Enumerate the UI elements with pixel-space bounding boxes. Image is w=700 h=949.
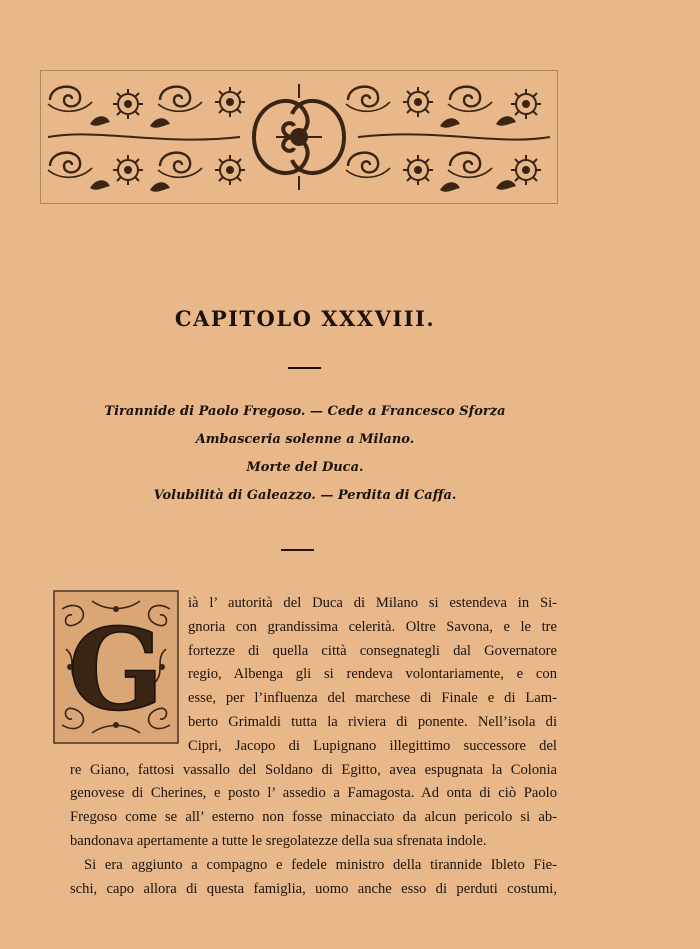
text-line: genovese di Cherines, e posto l’ assedio a Famagosta. Ad onta di ciò Paolo	[70, 785, 557, 802]
text-line: bandonava apertamente a tutte le sregolatezze della sua sfrenata indole.	[70, 832, 487, 849]
floral-scroll-ornament-icon	[40, 70, 558, 204]
summary-line: Morte del Duca.	[246, 460, 364, 475]
text-line: ià l’ autorità del Duca di Milano si estendeva in Si-	[188, 595, 557, 611]
text-line: Cipri, Jacopo di Lupignano illegittimo successore del	[188, 737, 557, 754]
summary-line: Ambasceria solenne a Milano.	[195, 432, 415, 447]
text-line: Si era aggiunto a compagno e fedele ministro della tirannide Ibleto Fie-	[84, 856, 557, 873]
title-divider	[288, 367, 321, 369]
chapter-summary	[60, 398, 550, 510]
chapter-title: CAPITOLO XXXVIII.	[174, 306, 436, 331]
body-text	[70, 592, 557, 901]
text-line: Fregoso come se all’ esterno non fosse minacciato da alcun pericolo si ab-	[70, 809, 557, 826]
summary-line: Volubilità di Galeazzo. — Perdita di Caffa.	[153, 488, 457, 503]
summary-divider	[281, 549, 314, 551]
summary-line: Tirannide di Paolo Fregoso. — Cede a Francesco Sforza	[104, 404, 506, 419]
text-line: berto Grimaldi tutta la riviera di ponente. Nell’isola di	[188, 713, 557, 730]
text-line: esse, per l’influenza del marchese di Finale e di Lam-	[188, 690, 557, 707]
text-line: re Giano, fattosi vassallo del Soldano di Egitto, avea espugnata la Colonia	[70, 761, 557, 778]
text-line: schi, capo allora di questa famiglia, uomo anche esso di perduti costumi,	[70, 880, 557, 897]
text-line: gnoria con grandissima celerità. Oltre Savona, e le tre	[188, 618, 557, 635]
text-line: fortezze di quella città consegnategli dal Governatore	[188, 642, 557, 659]
text-line: regio, Albenga gli si rendeva volontariamente, e con	[188, 666, 557, 683]
initial-letter: G	[68, 605, 164, 736]
